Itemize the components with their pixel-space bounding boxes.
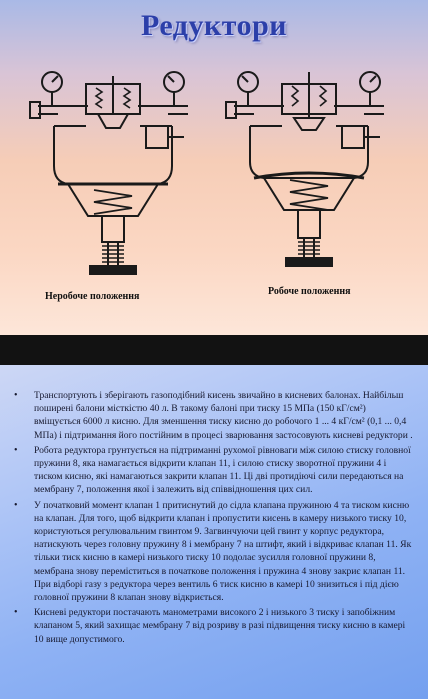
bullet-list (14, 389, 414, 648)
bullet-dot-icon: • (14, 444, 18, 456)
slide-separator (0, 335, 428, 365)
bullet-dot-icon: • (14, 499, 18, 511)
slide-text (0, 365, 428, 699)
bullet-dot-icon: • (14, 607, 18, 619)
slide-title: Редуктори (140, 9, 288, 42)
list-item: • У початковий момент клапан 1 притиснутий до сідла клапана пружиною 4 та тиском кисню на клапан. Для того, щоб відкрити клапан і пропустити кисень в камеру низького тиску 10, користуються регулювальним гвинтом 9. Загвинчуючи цей гвинт у корпус редуктора, натискують через головну пружину 8 і мембрану 7 на штифт, який і відкриває клапан 11. Як тільки тиск кисню в камері низького тиску 10 подолає зусилля головної пружини 8, мембрана знову переміститься в початкове положення і пружина 4 знову закриє клапан 11. При відборі газу з редуктора через вентиль 6 тиск кисню в камері 10 знизиться і під дією головної пружини 8 клапан знову відкриється. (14, 499, 412, 604)
caption-working-position: Робоче положення (268, 286, 351, 297)
list-item: • Робота редуктора грунтується на підтриманні рухомої рівноваги між силою стиску головної пружини 8, яка намагається відкрити клапан 11, і силою стиску зворотної пружини 4 і тиском кисню, які намагаються закрити клапан 11. Ці дві протидіючі сили передаються на мембрану 7, положення якої і залежить від співвідношення цих сил. (14, 444, 411, 496)
list-item: • Транспортують і зберігають газоподібний кисень звичайно в кисневих балонах. Найбільш поширені балони місткістю 40 л. В такому балоні при тиску 15 МПа (150 кГ/см²) вміщується 6000 л кисню. Для зменшення тиску кисню до робочого 1 ... 4 кГ/см² (0,1 ... 0,4 МПа) і підтримання його постійним в процесі зварювання застосовують кисневі редуктори . (14, 390, 413, 441)
slide-title-diagrams (0, 0, 428, 335)
reducer-diagram-working (224, 66, 394, 281)
reducer-diagram-idle (28, 66, 198, 281)
caption-idle-position: Неробоче положення (45, 291, 140, 302)
bullet-dot-icon: • (14, 390, 18, 401)
list-item: • Кисневі редуктори постачають манометрами високого 2 і низького 3 тиску і запобіжним клапаном 5, який захищає мембрану 7 від розриву в разі підвищення тиску кисню в камері 10 вище допустимого. (14, 607, 406, 645)
